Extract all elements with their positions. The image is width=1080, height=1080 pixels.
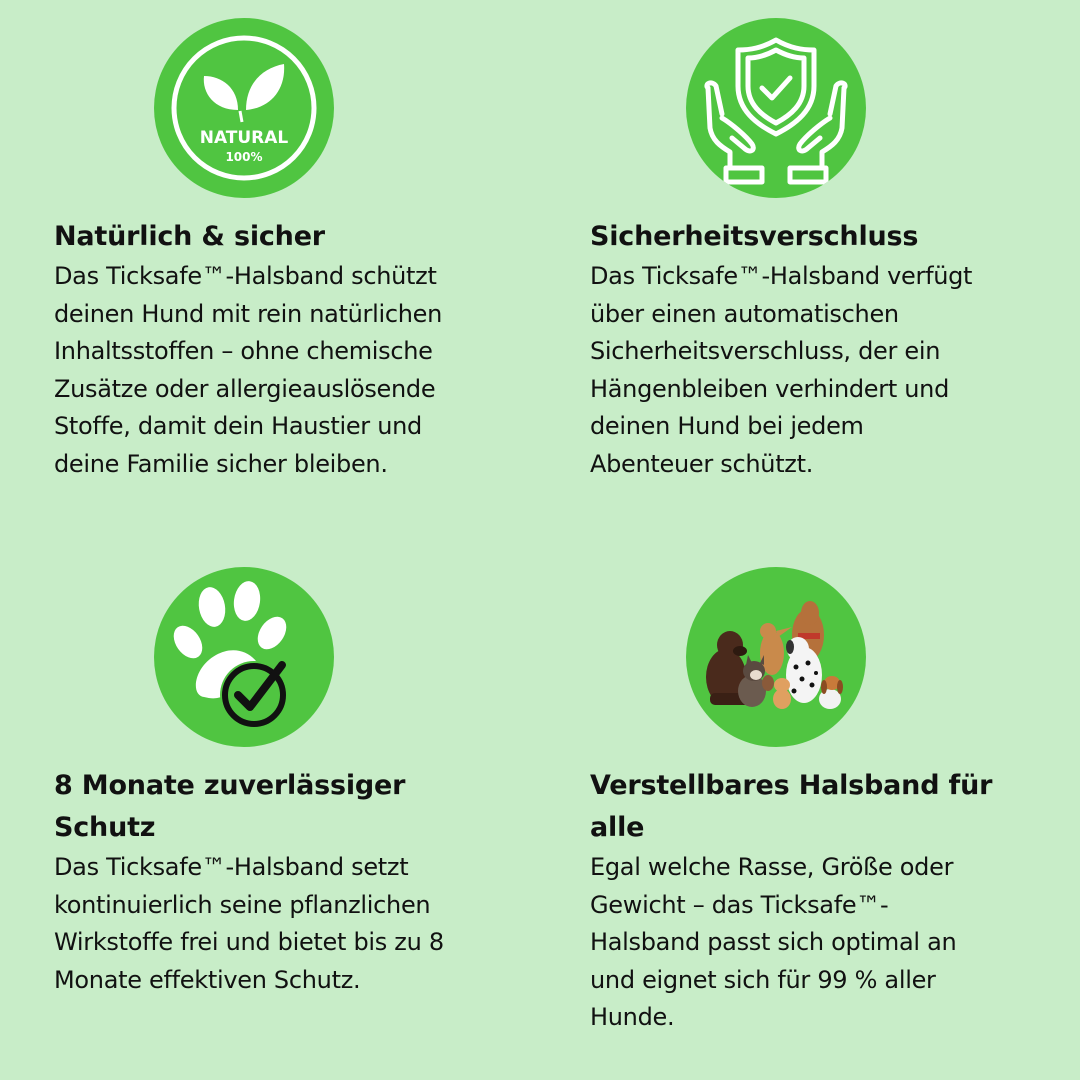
- svg-text:NATURAL: NATURAL: [199, 128, 289, 148]
- feature-natural: [54, 18, 534, 483]
- feature-title: Natürlich & sicher: [54, 221, 325, 252]
- dogs-group-icon: [686, 567, 866, 747]
- feature-title: Verstellbares Halsband für alle: [590, 770, 993, 843]
- feature-8-months-protection: [54, 567, 534, 999]
- feature-safety-clasp: [590, 18, 1070, 483]
- feature-description: Das Ticksafe™-Halsband setzt kontinuierlich seine pflanzlichen Wirkstoffe frei und bietet bis zu 8 Monate effektiven Schutz.: [54, 853, 444, 994]
- feature-description: Das Ticksafe™-Halsband schützt deinen Hund mit rein natürlichen Inhaltsstoffen – ohne chemische Zusätze oder allergieauslösende Stoffe, damit dein Haustier und deine Familie sicher bleiben.: [54, 262, 443, 478]
- svg-text:100%: 100%: [225, 150, 263, 164]
- feature-title: 8 Monate zuverlässiger Schutz: [54, 770, 406, 843]
- natural-leaf-badge-icon: [154, 18, 334, 198]
- feature-description: Das Ticksafe™-Halsband verfügt über einen automatischen Sicherheitsverschluss, der ein Hängenbleiben verhindert und deinen Hund bei jedem Abenteuer schützt.: [590, 262, 973, 478]
- hands-shield-check-icon: [686, 18, 866, 198]
- paw-check-icon: [154, 567, 334, 747]
- feature-title: Sicherheitsverschluss: [590, 221, 919, 252]
- feature-adjustable-collar: [590, 567, 1070, 1037]
- feature-description: Egal welche Rasse, Größe oder Gewicht – das Ticksafe™- Halsband passt sich optimal an und eignet sich für 99 % aller Hunde.: [590, 853, 957, 1031]
